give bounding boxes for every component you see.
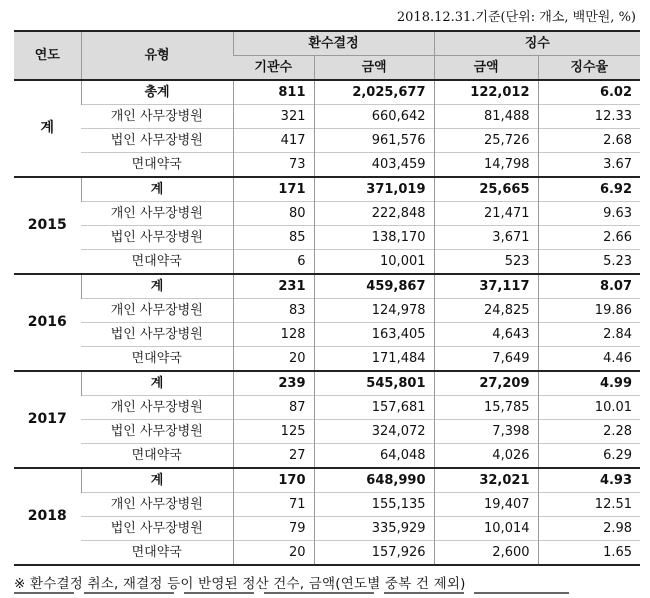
table-row <box>14 153 640 178</box>
refund-collection-table <box>14 30 640 566</box>
collect-amount-cell: 81,488 <box>434 105 538 129</box>
type-cell: 개인 사무장병원 <box>81 396 233 420</box>
type-cell: 계 <box>81 274 233 299</box>
institutions-cell: 80 <box>233 202 314 226</box>
collect-amount-cell: 3,671 <box>434 226 538 250</box>
table-row <box>14 129 640 153</box>
collect-rate-cell: 6.02 <box>538 80 640 105</box>
type-cell: 총계 <box>81 80 233 105</box>
collect-rate-cell: 12.33 <box>538 105 640 129</box>
refund-amount-cell: 138,170 <box>314 226 434 250</box>
table-row <box>14 420 640 444</box>
refund-amount-cell: 403,459 <box>314 153 434 178</box>
table-row <box>14 371 640 396</box>
table-body <box>14 80 640 565</box>
unit-note: 2018.12.31.기준(단위: 개소, 백만원, %) <box>396 10 636 25</box>
type-cell: 법인 사무장병원 <box>81 323 233 347</box>
collect-rate-cell: 2.84 <box>538 323 640 347</box>
collect-rate-cell: 5.23 <box>538 250 640 275</box>
collect-amount-cell: 37,117 <box>434 274 538 299</box>
collect-rate-cell: 6.92 <box>538 177 640 202</box>
header-institutions: 기관수 <box>233 56 314 81</box>
institutions-cell: 20 <box>233 347 314 372</box>
refund-amount-cell: 171,484 <box>314 347 434 372</box>
refund-amount-cell: 64,048 <box>314 444 434 469</box>
type-cell: 계 <box>81 177 233 202</box>
institutions-cell: 87 <box>233 396 314 420</box>
collect-amount-cell: 4,643 <box>434 323 538 347</box>
refund-amount-cell: 335,929 <box>314 517 434 541</box>
header-refund-amount: 금액 <box>314 56 434 81</box>
year-cell: 2016 <box>14 274 81 371</box>
collect-amount-cell: 7,649 <box>434 347 538 372</box>
collect-rate-cell: 2.98 <box>538 517 640 541</box>
institutions-cell: 73 <box>233 153 314 178</box>
collect-amount-cell: 27,209 <box>434 371 538 396</box>
type-cell: 개인 사무장병원 <box>81 105 233 129</box>
collect-rate-cell: 4.99 <box>538 371 640 396</box>
table-row <box>14 517 640 541</box>
table-row <box>14 541 640 566</box>
year-cell: 계 <box>14 80 81 177</box>
type-cell: 계 <box>81 371 233 396</box>
table-row <box>14 226 640 250</box>
type-cell: 면대약국 <box>81 541 233 566</box>
collect-amount-cell: 4,026 <box>434 444 538 469</box>
institutions-cell: 170 <box>233 468 314 493</box>
institutions-cell: 79 <box>233 517 314 541</box>
collect-amount-cell: 21,471 <box>434 202 538 226</box>
refund-amount-cell: 371,019 <box>314 177 434 202</box>
header-year: 연도 <box>14 31 81 80</box>
collect-rate-cell: 6.29 <box>538 444 640 469</box>
institutions-cell: 27 <box>233 444 314 469</box>
refund-amount-cell: 324,072 <box>314 420 434 444</box>
table-row <box>14 274 640 299</box>
refund-amount-cell: 157,681 <box>314 396 434 420</box>
header-collect-rate: 징수율 <box>538 56 640 81</box>
table-row <box>14 80 640 105</box>
collect-amount-cell: 7,398 <box>434 420 538 444</box>
institutions-cell: 85 <box>233 226 314 250</box>
collect-rate-cell: 12.51 <box>538 493 640 517</box>
header-type: 유형 <box>81 31 233 80</box>
type-cell: 법인 사무장병원 <box>81 517 233 541</box>
table-row <box>14 347 640 372</box>
table-row <box>14 468 640 493</box>
refund-amount-cell: 961,576 <box>314 129 434 153</box>
table-row <box>14 396 640 420</box>
collect-amount-cell: 122,012 <box>434 80 538 105</box>
collect-amount-cell: 14,798 <box>434 153 538 178</box>
type-cell: 계 <box>81 468 233 493</box>
institutions-cell: 71 <box>233 493 314 517</box>
year-cell: 2017 <box>14 371 81 468</box>
collect-amount-cell: 32,021 <box>434 468 538 493</box>
collect-rate-cell: 4.46 <box>538 347 640 372</box>
table-row <box>14 493 640 517</box>
table-row <box>14 105 640 129</box>
collect-rate-cell: 10.01 <box>538 396 640 420</box>
type-cell: 면대약국 <box>81 347 233 372</box>
type-cell: 법인 사무장병원 <box>81 420 233 444</box>
institutions-cell: 20 <box>233 541 314 566</box>
year-cell: 2015 <box>14 177 81 274</box>
collect-rate-cell: 9.63 <box>538 202 640 226</box>
collect-rate-cell: 3.67 <box>538 153 640 178</box>
collect-amount-cell: 19,407 <box>434 493 538 517</box>
collect-rate-cell: 8.07 <box>538 274 640 299</box>
collect-amount-cell: 25,726 <box>434 129 538 153</box>
header-refund-group: 환수결정 <box>233 31 434 56</box>
cropped-text-line <box>14 592 614 598</box>
collect-amount-cell: 10,014 <box>434 517 538 541</box>
refund-amount-cell: 459,867 <box>314 274 434 299</box>
institutions-cell: 811 <box>233 80 314 105</box>
institutions-cell: 83 <box>233 299 314 323</box>
institutions-cell: 128 <box>233 323 314 347</box>
type-cell: 면대약국 <box>81 250 233 275</box>
refund-amount-cell: 545,801 <box>314 371 434 396</box>
table-row <box>14 202 640 226</box>
footnote: ※ 환수결정 취소, 재결정 등이 반영된 정산 건수, 금액(연도별 중복 건 제외) <box>14 576 466 592</box>
institutions-cell: 6 <box>233 250 314 275</box>
table-row <box>14 299 640 323</box>
refund-amount-cell: 222,848 <box>314 202 434 226</box>
collect-rate-cell: 2.68 <box>538 129 640 153</box>
refund-amount-cell: 10,001 <box>314 250 434 275</box>
refund-amount-cell: 155,135 <box>314 493 434 517</box>
institutions-cell: 321 <box>233 105 314 129</box>
collect-amount-cell: 24,825 <box>434 299 538 323</box>
refund-amount-cell: 157,926 <box>314 541 434 566</box>
institutions-cell: 239 <box>233 371 314 396</box>
table-row <box>14 444 640 469</box>
table-row <box>14 250 640 275</box>
refund-amount-cell: 648,990 <box>314 468 434 493</box>
refund-amount-cell: 163,405 <box>314 323 434 347</box>
type-cell: 법인 사무장병원 <box>81 129 233 153</box>
institutions-cell: 417 <box>233 129 314 153</box>
type-cell: 개인 사무장병원 <box>81 299 233 323</box>
type-cell: 면대약국 <box>81 153 233 178</box>
type-cell: 면대약국 <box>81 444 233 469</box>
institutions-cell: 125 <box>233 420 314 444</box>
header-collect-group: 징수 <box>434 31 640 56</box>
table-row <box>14 177 640 202</box>
collect-rate-cell: 19.86 <box>538 299 640 323</box>
collect-amount-cell: 2,600 <box>434 541 538 566</box>
type-cell: 개인 사무장병원 <box>81 202 233 226</box>
type-cell: 법인 사무장병원 <box>81 226 233 250</box>
header-collect-amount: 금액 <box>434 56 538 81</box>
institutions-cell: 171 <box>233 177 314 202</box>
institutions-cell: 231 <box>233 274 314 299</box>
refund-amount-cell: 660,642 <box>314 105 434 129</box>
collect-amount-cell: 15,785 <box>434 396 538 420</box>
collect-rate-cell: 1.65 <box>538 541 640 566</box>
table-header <box>14 31 640 80</box>
refund-amount-cell: 124,978 <box>314 299 434 323</box>
collect-amount-cell: 523 <box>434 250 538 275</box>
collect-amount-cell: 25,665 <box>434 177 538 202</box>
type-cell: 개인 사무장병원 <box>81 493 233 517</box>
refund-amount-cell: 2,025,677 <box>314 80 434 105</box>
year-cell: 2018 <box>14 468 81 565</box>
collect-rate-cell: 2.66 <box>538 226 640 250</box>
table-row <box>14 323 640 347</box>
collect-rate-cell: 2.28 <box>538 420 640 444</box>
collect-rate-cell: 4.93 <box>538 468 640 493</box>
